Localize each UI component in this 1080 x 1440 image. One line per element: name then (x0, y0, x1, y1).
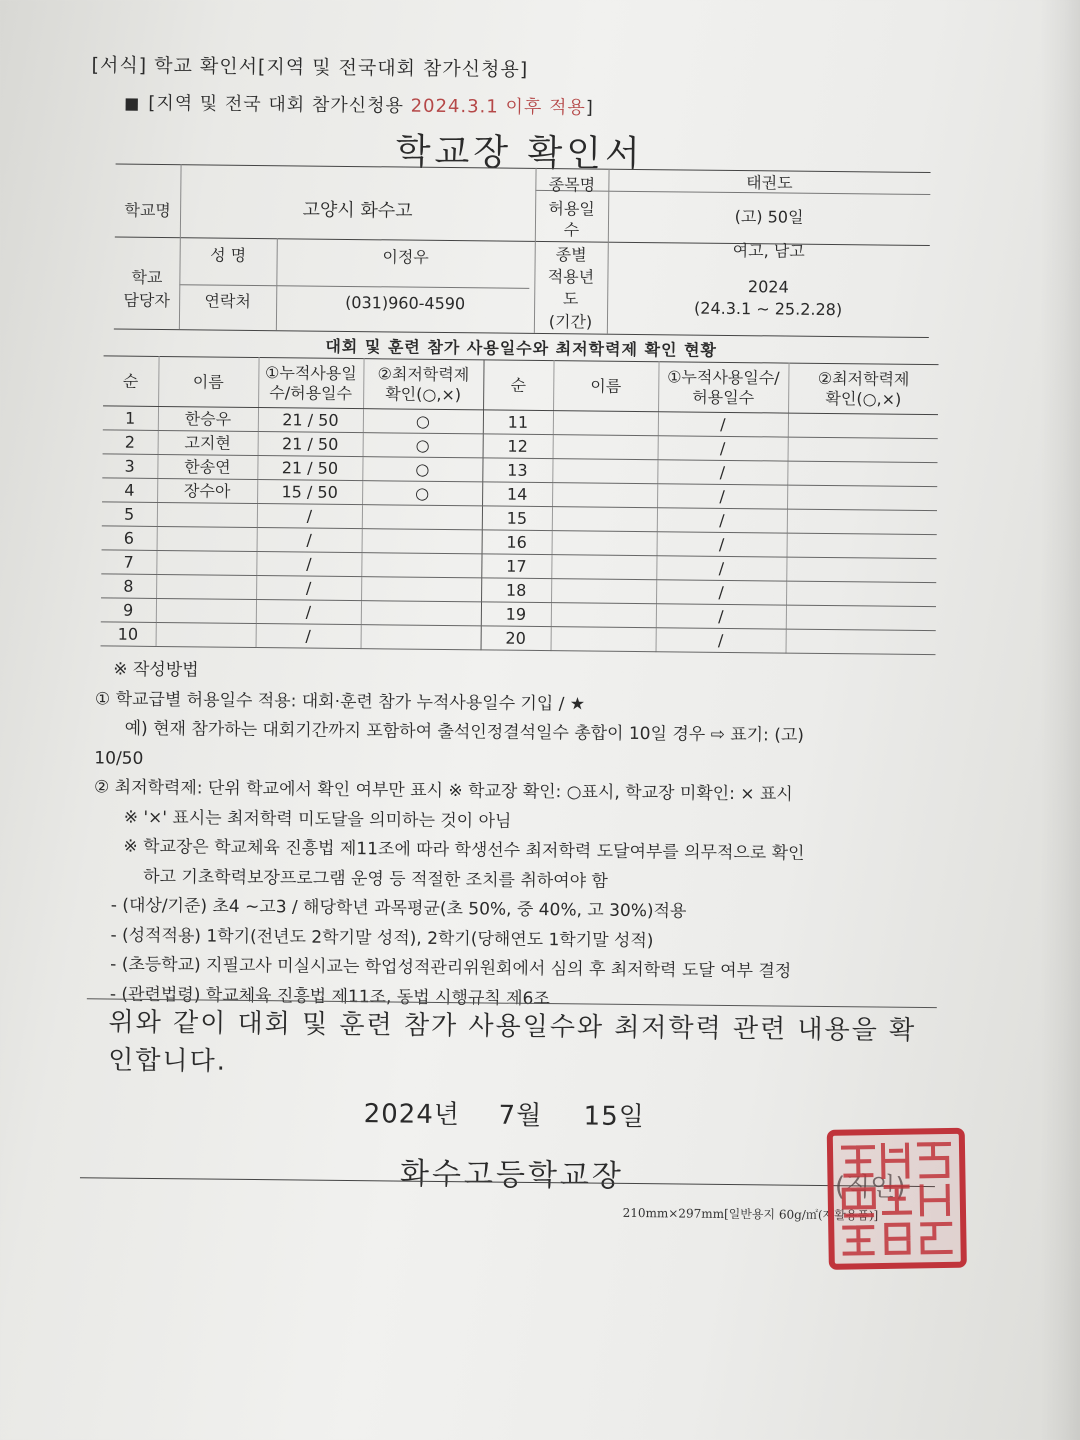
seal-label: (직인) (834, 1172, 906, 1203)
student-name: 고지현 (158, 430, 258, 455)
confirmation-statement: 위와 같이 대회 및 훈련 참가 사용일수와 최저학력 관련 내용을 확인합니다. (108, 1007, 917, 1077)
status-title: 대회 및 훈련 참가 사용일수와 최저학력제 확인 현황 (325, 336, 718, 360)
academic-check (361, 553, 481, 578)
academic-check (362, 529, 482, 554)
academic-check-right (786, 581, 936, 607)
row-number-right: 18 (481, 578, 551, 603)
days-used-right: / (658, 412, 788, 437)
days-used-right: / (657, 484, 787, 509)
days-used-right: / (657, 460, 787, 485)
days-used-right: / (656, 628, 786, 653)
student-name: 장수아 (157, 478, 257, 503)
name-label: 성 명 (210, 245, 247, 265)
days-used: 15 / 50 (257, 480, 362, 505)
note-1-example-cont: 10/50 (94, 747, 144, 769)
row-number-right: 15 (482, 506, 552, 531)
student-name-right (551, 627, 656, 652)
info-table (114, 164, 931, 338)
year-label: 적용년 (547, 267, 595, 287)
gender-value: 여고, 남고 (732, 240, 805, 261)
col-header-check (363, 359, 484, 410)
allowed-days-label-2: 수 (563, 220, 580, 240)
period-value: (24.3.1 ~ 25.2.28) (693, 298, 843, 320)
allowed-days-label: 허용일 (548, 199, 595, 219)
status-table (101, 355, 939, 655)
detail-3: - (초등학교) 지필고사 미실시교는 학업성적관리위원회에서 심의 후 최저학력 도달 여부 결정 (110, 954, 792, 982)
detail-4: - (관련법령) 학교체육 진흥법 제11조, 동법 시행규칙 제6조 (109, 984, 550, 1009)
year-label-2: 도 (562, 289, 579, 309)
paper-spec: 210mm×297mm[일반용지 60g/㎡(재활용품)] (622, 1205, 879, 1223)
manager-label: 학교 (131, 267, 163, 288)
days-used-right: / (656, 556, 786, 581)
col-header-days-right (658, 362, 789, 413)
student-name-right (551, 555, 656, 580)
date-year: 2024년 (363, 1099, 461, 1131)
page-title: 학교장 확인서 (395, 131, 645, 176)
row-number: 7 (101, 550, 156, 575)
academic-check-right (787, 533, 937, 559)
sub-label (124, 89, 594, 120)
student-name-right (552, 459, 657, 484)
note-2-b-cont: 하고 기초학력보장프로그램 운영 등 적절한 조치를 취하여야 함 (143, 866, 609, 892)
student-name (156, 574, 256, 599)
student-name (156, 598, 256, 623)
academic-check (361, 601, 481, 626)
days-used: / (256, 624, 361, 649)
col-header-name-right: 이름 (553, 361, 659, 412)
year-label-3: (기간) (548, 312, 593, 332)
student-name (157, 502, 257, 527)
sport-label: 종목명 (548, 175, 596, 195)
date-day: 15일 (583, 1101, 645, 1133)
detail-1: - (대상/기준) 초4 ~고3 / 해당학년 과목평균(초 50%, 중 40%, 고 30%)적용 (110, 895, 687, 922)
row-number-right: 12 (483, 434, 553, 459)
days-used: / (256, 576, 361, 601)
days-used-right: / (657, 532, 787, 557)
row-number-right: 14 (482, 482, 552, 507)
rule (179, 284, 529, 289)
col-header-days (258, 358, 364, 409)
row-number-right: 16 (482, 530, 552, 555)
note-2-b: ※ 학교장은 학교체육 진흥법 제11조에 따라 학생선수 최저학력 도달여부를 의무적으로 확인 (123, 836, 805, 864)
allowed-days-value: (고) 50일 (734, 207, 804, 227)
row-number: 5 (102, 502, 157, 527)
instructions (92, 655, 946, 1018)
academic-check-right (787, 461, 937, 487)
row-number: 4 (102, 478, 157, 503)
days-used: 21 / 50 (258, 408, 363, 433)
year-value: 2024 (747, 277, 789, 297)
contact-label: 연락처 (204, 291, 251, 311)
student-name-right (553, 435, 658, 460)
row-number: 9 (101, 598, 156, 623)
table-header-row (103, 356, 938, 415)
official-seal-stamp (827, 1128, 967, 1270)
academic-check: ○ (363, 433, 483, 458)
student-name-right (551, 603, 656, 628)
row-number: 8 (101, 574, 156, 599)
student-name-right (552, 483, 657, 508)
row-number: 2 (103, 430, 158, 455)
detail-2: - (성적적용) 1학기(전년도 2학기말 성적), 2학기(당해연도 1학기말 성적) (110, 925, 654, 951)
col-header-days-line1: ①누적사용일 (265, 362, 357, 383)
row-number-right: 20 (481, 626, 551, 651)
academic-check-right (788, 413, 938, 439)
date-month: 7월 (498, 1100, 543, 1132)
student-name (156, 550, 256, 575)
academic-check-right (787, 509, 937, 535)
col-header-days-right-line2: 허용일수 (692, 387, 755, 407)
gender-label: 종별 (555, 245, 587, 265)
academic-check (362, 505, 482, 530)
note-1: ① 학교급별 허용일수 적용: 대회·훈련 참가 누적사용일수 기입 / ★ (94, 688, 586, 714)
manager-label-2: 담당자 (123, 290, 170, 311)
form-label: [서식] 학교 확인서[지역 및 전국대회 참가신청용] (91, 54, 529, 81)
academic-check-right (786, 557, 936, 583)
student-name: 한승우 (158, 406, 258, 431)
days-used-right: / (658, 436, 788, 461)
note-2-a: ※ '×' 표시는 최저학력 미도달을 의미하는 것이 아님 (123, 807, 512, 832)
row-number-right: 19 (481, 602, 551, 627)
academic-check (361, 625, 481, 650)
notes-heading: ※ 작성방법 (113, 659, 199, 681)
col-header-check-right-line1: ②최저학력제 (817, 368, 910, 389)
student-name-right (553, 411, 658, 436)
col-header-days-right-line1: ①누적사용일수/ (667, 366, 780, 387)
seal-glyphs (833, 1134, 961, 1264)
days-used-right: / (656, 580, 786, 605)
sub-label-suffix: ] (585, 97, 594, 119)
days-used: / (257, 528, 362, 553)
academic-check: ○ (363, 409, 483, 434)
col-header-check-right-line2: 확인(○,×) (825, 388, 902, 409)
row-number-right: 17 (481, 554, 551, 579)
academic-check: ○ (362, 457, 482, 482)
note-2: ② 최저학력제: 단위 학교에서 확인 여부만 표시 ※ 학교장 확인: ○표시, 학교장 미확인: × 표시 (93, 777, 793, 805)
student-name (157, 526, 257, 551)
student-name (156, 622, 256, 647)
sport-value: 태권도 (746, 173, 793, 193)
row-number: 3 (102, 454, 157, 479)
days-used: / (256, 600, 361, 625)
days-used-right: / (656, 604, 786, 629)
row-number: 10 (101, 622, 156, 647)
col-header-name: 이름 (158, 356, 259, 407)
contact-value: (031)960-4590 (345, 292, 466, 314)
row-number: 1 (103, 406, 158, 431)
row-number: 6 (102, 526, 157, 551)
academic-check: ○ (362, 481, 482, 506)
student-name: 한송연 (157, 454, 257, 479)
days-used: 21 / 50 (258, 432, 363, 457)
col-header-no: 순 (103, 356, 159, 407)
col-header-days-line2: 수/허용일수 (269, 382, 353, 403)
sub-label-prefix: [지역 및 전국 대회 참가신청용 (148, 92, 411, 117)
row-number-right: 13 (482, 458, 552, 483)
principal-title: 화수고등학교장 (399, 1156, 625, 1194)
academic-check-right (786, 629, 936, 655)
academic-check-right (786, 605, 936, 631)
col-header-check-right (788, 363, 939, 415)
col-header-no-right: 순 (483, 360, 554, 411)
name-value: 이정우 (382, 247, 429, 267)
academic-check-right (788, 437, 938, 463)
student-name-right (551, 579, 656, 604)
student-name-right (552, 531, 657, 556)
col-header-check-line2: 확인(○,×) (385, 383, 462, 404)
square-bullet-icon: ■ (124, 93, 141, 113)
academic-check (361, 577, 481, 602)
school-value: 고양시 화수고 (302, 199, 413, 222)
student-name-right (552, 507, 657, 532)
note-1-example: 예) 현재 참가하는 대회기간까지 포함하여 출석인정결석일수 총합이 10일 경우 ⇨ 표기: (고) (124, 718, 805, 746)
days-used: 21 / 50 (257, 456, 362, 481)
days-used-right: / (657, 508, 787, 533)
col-header-check-line1: ②최저학력제 (377, 363, 470, 384)
days-used: / (257, 504, 362, 529)
academic-check-right (787, 485, 937, 511)
row-number-right: 11 (483, 410, 553, 435)
days-used: / (256, 552, 361, 577)
school-label: 학교명 (124, 200, 171, 221)
sub-label-date: 2024.3.1 이후 적용 (410, 95, 586, 119)
